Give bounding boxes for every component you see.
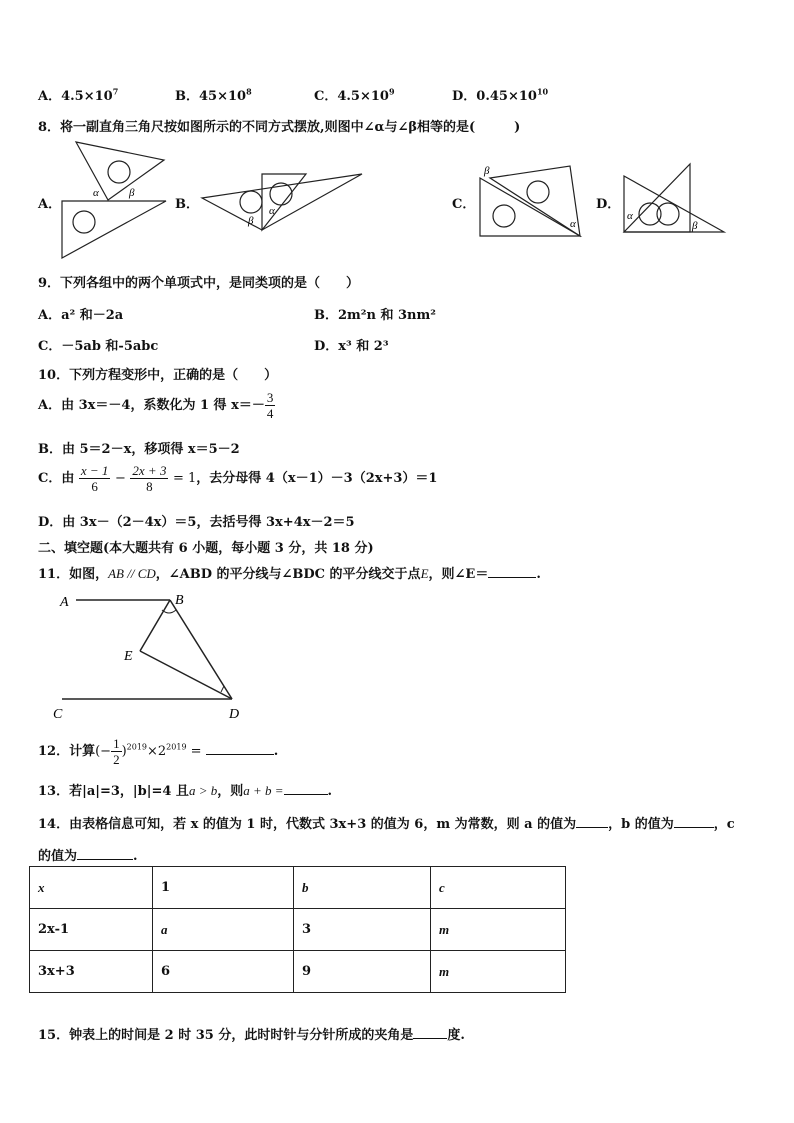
q8-label-b: B．: [175, 197, 199, 212]
q10c-fraction-2: $\frac{2x + 3}{8}$: [132, 463, 167, 494]
q10-option-d: D．由 3x－（2－4x）＝5，去括号得 3x+4x－2＝5: [38, 515, 355, 530]
fig-label-a: A: [60, 595, 69, 610]
q9-stem: 9．下列各组中的两个单项式中，是同类项的是（ ）: [38, 276, 360, 291]
q11-stem: 11．如图，AB // CD，∠ABD 的平分线与∠BDC 的平分线交于点E，则∠E＝ .: [38, 566, 541, 582]
q10-option-b: B．由 5＝2－x，移项得 x＝5－2: [38, 442, 240, 457]
q8a-beta: β: [129, 187, 135, 199]
q8-stem: 8．将一副直角三角尺按如图所示的不同方式摆放,则图中∠α与∠β相等的是( ): [38, 120, 521, 135]
q9-option-a: A．a² 和－2a: [38, 308, 124, 323]
value-table: [29, 866, 566, 993]
q8-figure-a: [56, 138, 172, 260]
q8-label-d: D．: [596, 197, 621, 212]
table-cell: 6: [153, 951, 294, 993]
q11-figure: [48, 588, 248, 722]
fig-label-b: B: [175, 593, 184, 608]
table-cell: x: [30, 867, 153, 909]
table-cell: 2x-1: [30, 909, 153, 951]
q8c-beta: β: [484, 165, 490, 177]
q8-label-a: A．: [38, 197, 62, 212]
table-cell: m: [431, 951, 566, 993]
fig-label-c: C: [53, 707, 63, 722]
q8-figure-c: [476, 160, 586, 240]
q7-option-b: B．$45\times 10^8$: [175, 86, 252, 104]
table-cell: 3x+3: [30, 951, 153, 993]
fig-label-d: D: [229, 707, 240, 722]
q10-stem: 10．下列方程变形中，正确的是（ ）: [38, 368, 278, 383]
table-cell: 3: [294, 909, 431, 951]
q8d-beta: β: [692, 220, 698, 232]
q10-option-c: C．由 $\frac{x - 1}{6}$ − $\frac{2x + 3}{8}$ = 1，去分母得 4（x－1）－3（2x+3）＝1: [38, 463, 438, 494]
table-cell: 9: [294, 951, 431, 993]
q14-line-1: 14．由表格信息可知，若 x 的值为 1 时，代数式 3x+3 的值为 6，m 为常数，则 a 的值为 ，b 的值为 ，c: [38, 817, 735, 832]
q15-stem: 15．钟表上的时间是 2 时 35 分，此时时针与分针所成的夹角是 度.: [38, 1028, 465, 1043]
fig-label-e: E: [124, 649, 133, 664]
table-cell: m: [431, 909, 566, 951]
q14-line-2: 的值为 .: [38, 849, 138, 864]
table-row: [30, 909, 566, 951]
q8a-alpha: α: [93, 187, 99, 199]
q8b-beta: β: [248, 215, 254, 227]
table-cell: c: [431, 867, 566, 909]
q12-fraction: $\frac{1}{2}$: [113, 736, 120, 767]
table-cell: b: [294, 867, 431, 909]
q10-option-a: A．由 3x＝－4，系数化为 1 得 x＝－ $\frac{3}{4}$: [38, 390, 274, 421]
q9-option-c: C．－5ab 和-5abc: [38, 339, 159, 354]
q8-figure-b: [198, 168, 366, 234]
q10c-fraction-1: $\frac{x - 1}{6}$: [80, 463, 109, 494]
q7-option-d: D．$0.45\times 10^{10}$: [452, 86, 549, 104]
q7-option-c: C．$4.5\times 10^9$: [314, 86, 395, 104]
table-row: [30, 867, 566, 909]
q12-stem: 12．计算(− $\frac{1}{2}$ )$^{2019}\times 2^{2019}$ = .: [38, 736, 279, 767]
q8c-alpha: α: [570, 218, 576, 230]
q8d-alpha: α: [627, 210, 633, 222]
q13-stem: 13．若|a|=3，|b|=4 且a > b，则a + b = .: [38, 783, 333, 799]
q8b-alpha: α: [269, 205, 275, 217]
q9-option-d: D．x³ 和 2³: [314, 339, 389, 354]
table-row: [30, 951, 566, 993]
q10a-fraction: $\frac{3}{4}$: [266, 390, 274, 421]
table-cell: a: [153, 909, 294, 951]
q9-option-b: B．2m²n 和 3nm²: [314, 308, 436, 323]
q7-option-a: A．$4.5\times 10^7$: [38, 86, 119, 104]
section-title: 二、填空题(本大题共有 6 小题，每小题 3 分，共 18 分): [38, 541, 374, 556]
table-cell: 1: [153, 867, 294, 909]
q8-figure-d: [618, 160, 728, 236]
q8-label-c: C．: [452, 197, 476, 212]
